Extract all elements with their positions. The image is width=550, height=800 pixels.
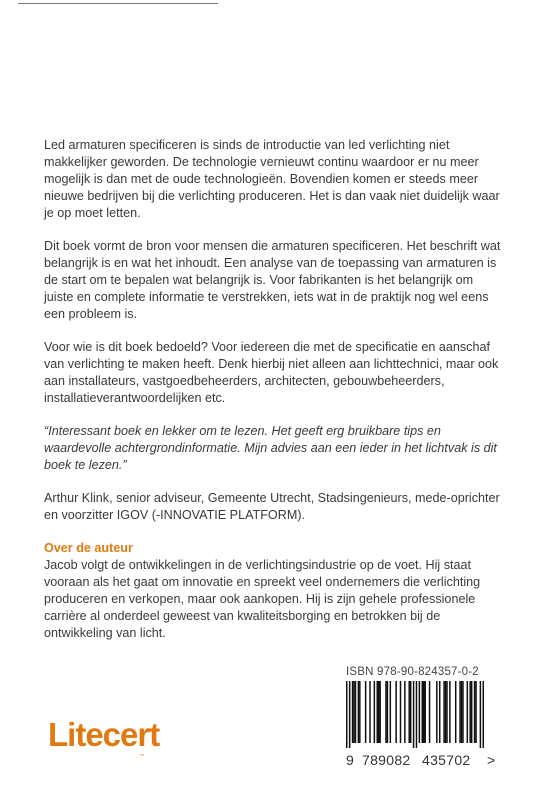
- barcode-bar: [400, 681, 402, 743]
- barcode-bar: [475, 681, 477, 743]
- barcode-bar: [429, 681, 431, 743]
- author-bio: Jacob volgt de ontwikkelingen in de verlichtingsindustrie op de voet. Hij staat vooraan als het gaat om innovatie en spreekt veel ondernemers die verlichting produceren en verkopen, maar ook aankopen. Hij is zijn gehele professionele carrière al onderdeel geweest van kwaliteitsborging en betrokken bij de ontwikkeling van licht.: [44, 558, 481, 640]
- barcode-bar: [474, 681, 476, 743]
- barcode-bar: [416, 681, 418, 748]
- barcode-bar: [369, 681, 371, 743]
- barcode-left-digits: 789082: [362, 752, 411, 768]
- barcode-bar: [462, 681, 464, 743]
- purpose-paragraph: Dit boek vormt de bron voor mensen die armaturen specificeren. Het beschrift wat belangrijk is en wat het inhoudt. Een analyse van de toepassing van armaturen is de start om te bepalen wat belangrijk is. Voor fabrikanten is het belangrijk om juiste en complete informatie te verstrekken, iets wat in de praktijk nog wel eens een probleem is.: [44, 239, 501, 321]
- barcode-bar: [355, 681, 357, 743]
- barcode-bar: [480, 681, 482, 748]
- barcode-bar: [461, 681, 463, 743]
- barcode-bar: [385, 681, 387, 743]
- barcode-bar: [377, 681, 379, 743]
- barcode-bar: [379, 681, 381, 743]
- barcode-bar: [419, 681, 421, 743]
- author-section-title: Over de auteur: [44, 541, 133, 555]
- publisher-logo: Litecert: [48, 716, 160, 753]
- barcode-bar: [352, 681, 354, 743]
- isbn-barcode: [346, 681, 484, 748]
- barcode-bar: [365, 681, 367, 743]
- barcode-bar: [439, 681, 441, 743]
- barcode-bar: [408, 681, 410, 743]
- barcode-bar: [446, 681, 448, 743]
- barcode-bar: [374, 681, 376, 743]
- barcode-bar: [455, 681, 457, 743]
- barcode-bar: [471, 681, 473, 743]
- barcode-bar: [443, 681, 445, 743]
- audience-paragraph: Voor wie is dit boek bedoeld? Voor iedereen die met de specificatie en aanschaf van verlichting te maken heeft. Denk hierbij niet alleen aan lichttechnici, maar ook aan installateurs, vastgoedbeheerders, architecten, gebouwbeheerders, installatieverantwoordelijken etc.: [44, 340, 499, 405]
- top-rule: [18, 3, 218, 4]
- barcode-bar: [449, 681, 451, 743]
- barcode-bar: [358, 681, 360, 743]
- review-quote: “Interessant boek en lekker om te lezen. Het geeft erg bruikbare tips en waardevolle achtergrondinformatie. Mijn advies aan een ieder in het lichtvak is dit boek te lezen.”: [44, 424, 497, 472]
- barcode-bar: [459, 681, 461, 743]
- barcode-first-digit: 9: [346, 752, 355, 768]
- barcode-bar: [395, 681, 397, 743]
- barcode-bar: [422, 681, 424, 743]
- barcode-bar: [390, 681, 392, 743]
- barcode-bar: [346, 681, 348, 748]
- barcode-bar: [387, 681, 389, 743]
- barcode-bar: [359, 681, 361, 743]
- barcode-bar: [413, 681, 415, 748]
- barcode-bar: [445, 681, 447, 743]
- barcode-bar: [410, 681, 412, 743]
- barcode-bar: [483, 681, 484, 748]
- intro-paragraph: Led armaturen specificeren is sinds de introductie van led verlichting niet makkelijker geworden. De technologie vernieuwt continu waardoor er nu meer mogelijk is dan met de oude technologieën. Bovendien komen er steeds meer nieuwe bedrijven bij die verlichting produceren. Het is dan vaak niet duidelijk waar je op moet letten.: [44, 138, 500, 220]
- barcode-bar: [353, 681, 355, 743]
- barcode-bar: [349, 681, 351, 748]
- barcode-bar: [469, 681, 471, 743]
- barcode-bar: [378, 681, 380, 743]
- isbn-label: ISBN 978-90-824357-0-2: [346, 666, 479, 678]
- logo-tagline-mark: ▪▪▪: [140, 752, 145, 757]
- barcode-bar: [467, 681, 469, 743]
- barcode-bar: [423, 681, 425, 743]
- barcode-bar: [424, 681, 426, 743]
- barcode-end-marker: >: [487, 752, 496, 768]
- barcode-right-digits: 435702: [422, 752, 471, 768]
- quote-attribution: Arthur Klink, senior adviseur, Gemeente Utrecht, Stadsingenieurs, mede-oprichter en voorzitter IGOV (-INNOVATIE PLATFORM).: [44, 491, 500, 522]
- back-cover-text: [44, 137, 504, 658]
- barcode-bar: [436, 681, 438, 743]
- barcode-bar: [404, 681, 406, 743]
